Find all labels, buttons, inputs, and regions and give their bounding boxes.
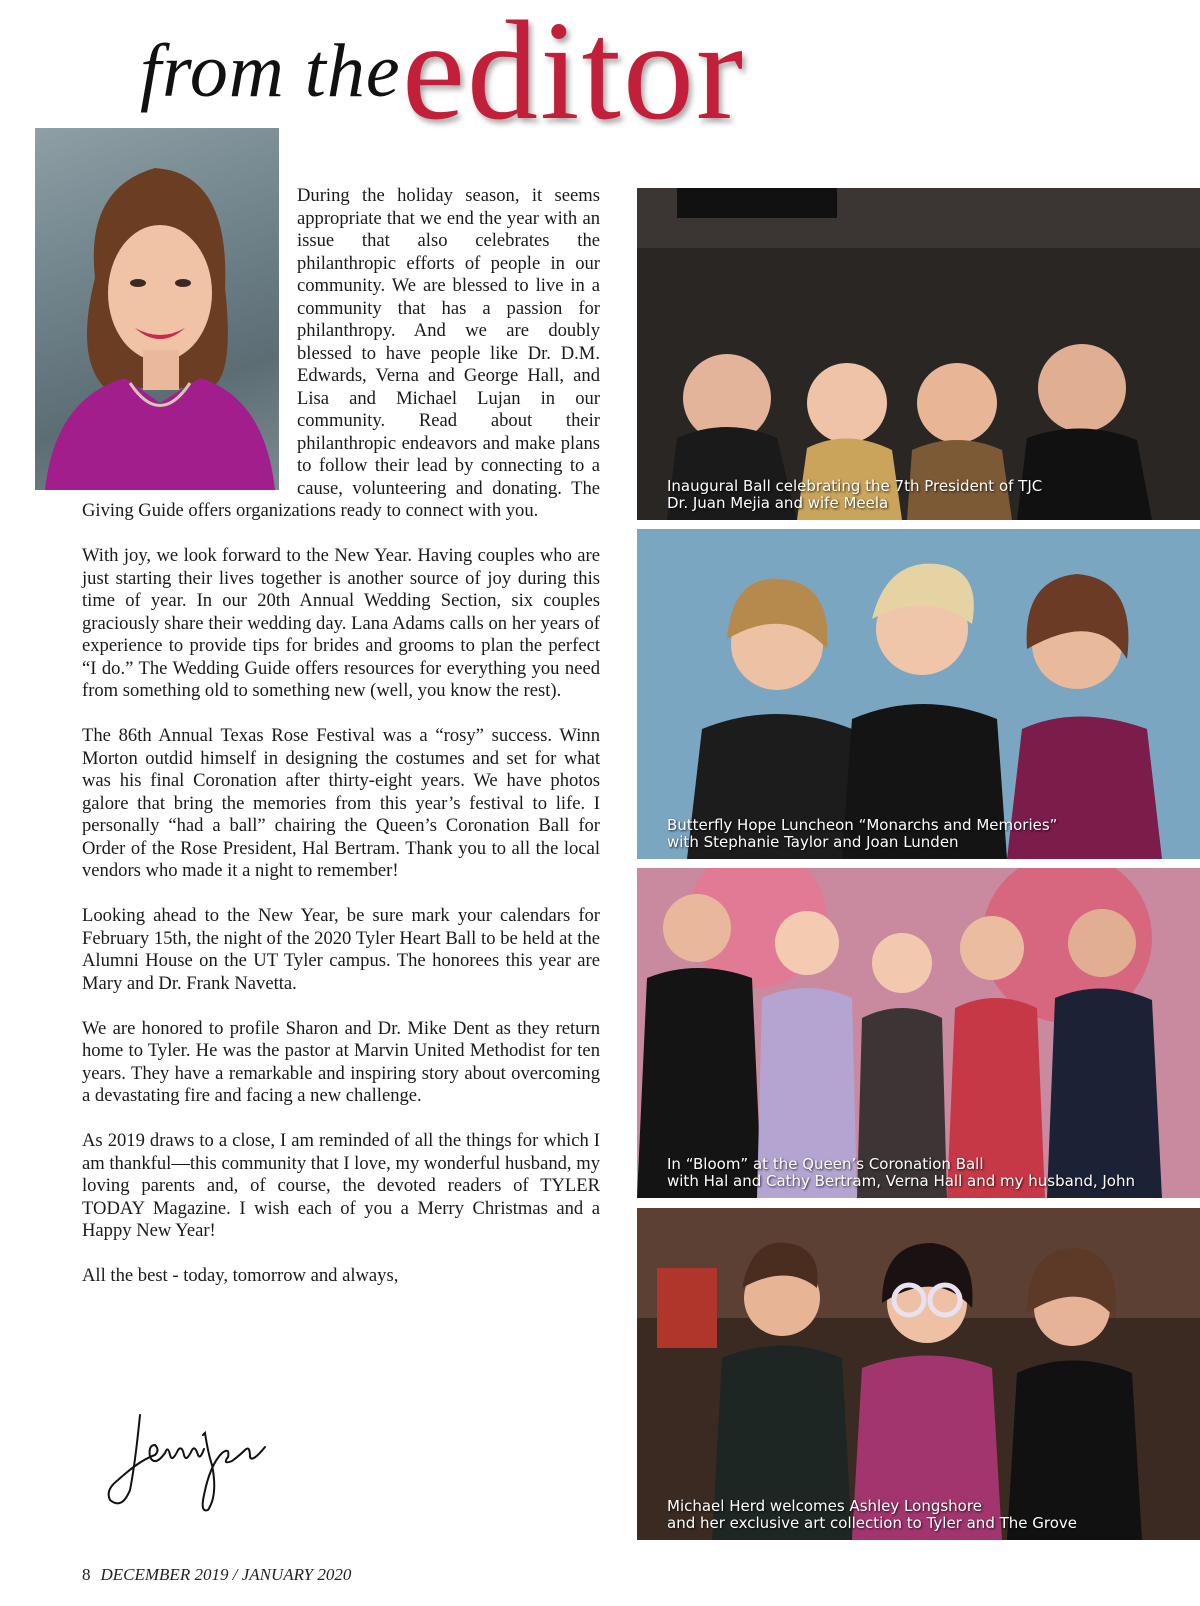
signature [100, 1405, 280, 1515]
issue-date: DECEMBER 2019 / JANUARY 2020 [100, 1565, 352, 1584]
masthead-from-the: from the [140, 29, 401, 113]
photo-coronation-ball-image [637, 868, 1200, 1198]
photo-inaugural-ball-caption [667, 478, 1042, 512]
masthead-editor: editor [402, 0, 746, 149]
photo-coronation-ball-caption [667, 1156, 1135, 1190]
closing-line: All the best - today, tomorrow and always, [82, 1265, 399, 1286]
caption-line-2: and her exclusive art collection to Tyler and The Grove [667, 1514, 1078, 1532]
page-number: 8 [82, 1565, 91, 1584]
caption-line-2: with Hal and Cathy Bertram, Verna Hall and my husband, John [667, 1172, 1135, 1190]
photo-coronation-ball [637, 868, 1200, 1198]
caption-line-2: with Stephanie Taylor and Joan Lunden [667, 833, 959, 851]
page-footer [82, 1565, 351, 1585]
paragraph-5: We are honored to profile Sharon and Dr. Mike Dent as they return home to Tyler. He was the pastor at Marvin United Methodist for ten years. They have a remarkable and inspiring story about overcoming a devastating fire and facing a new challenge. [82, 1017, 600, 1106]
photo-inaugural-ball [637, 188, 1200, 520]
caption-line-1: Inaugural Ball celebrating the 7th President of TJC [667, 477, 1043, 495]
photo-inaugural-ball-image [637, 188, 1200, 520]
photo-butterfly-hope-luncheon-caption [667, 817, 1057, 851]
photo-butterfly-hope-luncheon-image [637, 529, 1200, 859]
paragraph-6: As 2019 draws to a close, I am reminded of all the things for which I am thankful—this community that I love, my wonderful husband, my loving parents and, of course, the devoted readers of TYLER TODAY Magazine. I wish each of you a Merry Christmas and a Happy New Year! [82, 1130, 600, 1241]
photo-ashley-longshore-caption [667, 1498, 1077, 1532]
portrait-float-spacer [82, 185, 297, 500]
paragraph-2: With joy, we look forward to the New Year. Having couples who are just starting their lives together is another source of joy during this time of year. In our 20th Annual Wedding Section, six couples graciously share their wedding day. Lana Adams calls on her years of experience to provide tips for brides and grooms to plan the perfect “I do.” The Wedding Guide offers resources for everything you need from something old to something new (well, you know the rest). [82, 545, 600, 701]
caption-line-1: Michael Herd welcomes Ashley Longshore [667, 1497, 982, 1515]
paragraph-4: Looking ahead to the New Year, be sure mark your calendars for February 15th, the night of the 2020 Tyler Heart Ball to be held at the Alumni House on the UT Tyler campus. The honorees this year are Mary and Dr. Frank Navetta. [82, 905, 600, 994]
caption-line-1: In “Bloom” at the Queen’s Coronation Ball [667, 1155, 984, 1173]
editor-letter [82, 185, 600, 1310]
caption-line-1: Butterfly Hope Luncheon “Monarchs and Memories” [667, 816, 1058, 834]
photo-ashley-longshore [637, 1208, 1200, 1540]
caption-line-2: Dr. Juan Mejia and wife Meela [667, 494, 889, 512]
photo-butterfly-hope-luncheon [637, 529, 1200, 859]
paragraph-3: The 86th Annual Texas Rose Festival was a “rosy” success. Winn Morton outdid himself in designing the costumes and set for what was his final Coronation after thirty-eight years. We have photos galore that bring the memories from this year’s festival to life. I personally “had a ball” chairing the Queen’s Coronation Ball for Order of the Rose President, Hal Bertram. Thank you to all the local vendors who made it a night to remember! [82, 725, 600, 881]
signature-handwriting [100, 1405, 280, 1515]
photo-ashley-longshore-image [637, 1208, 1200, 1540]
paragraph-1: During the holiday season, it seems appropriate that we end the year with an issue that also celebrates the philanthropic efforts of people in our community. We are blessed to live in a community that has a passion for philanthropy. And we are doubly blessed to have people like Dr. D.M. Edwards, Verna and George Hall, and Lisa and Michael Lujan in our community. Read about their philanthropic endeavors and make plans to follow their lead by connecting to a cause, volunteering and donating. The Giving Guide offers organizations ready to connect with you. [82, 185, 600, 521]
